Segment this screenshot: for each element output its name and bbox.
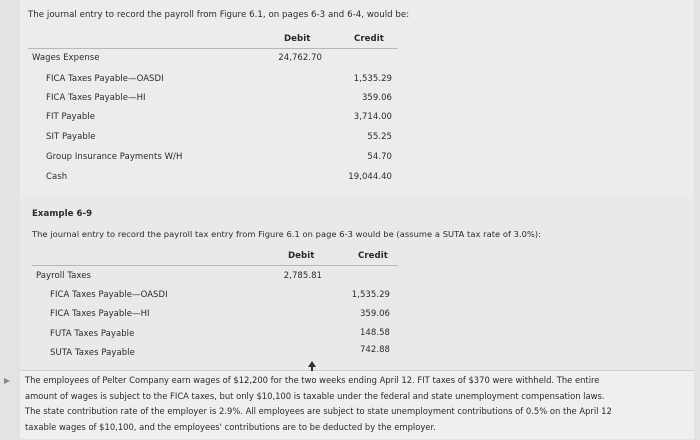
bullet-icon [4,378,10,384]
table1-credit: 359.06 [361,93,392,103]
table1-credit: 3,714.00 [353,112,392,122]
table2-account: FICA Taxes Payable—OASDI [50,290,168,300]
table1-account: SIT Payable [46,132,96,142]
table1-account: FICA Taxes Payable—HI [46,93,146,103]
table1-account: FIT Payable [46,112,96,122]
intro-text: The journal entry to record the payroll from Figure 6.1, on pages 6-3 and 6-4, would be: [28,10,410,20]
table1-credit: 54.70 [367,152,392,162]
cursor-arrow-icon [308,361,316,371]
table1-header-rule [28,48,398,49]
table2-account: FUTA Taxes Payable [50,329,135,339]
problem-line: The state contribution rate of the employer is 2.9%. All employees are subject to state unemployment contributions of 0.5% on the April 12 [25,406,612,417]
table2-header-rule [32,265,398,266]
example-title: Example 6-9 [32,209,93,219]
example-text: The journal entry to record the payroll tax entry from Figure 6.1 on page 6-3 would be (assume a SUTA tax rate of 3.0%): [32,229,542,239]
table2-credit: 359.06 [359,309,390,319]
table1-credit: 19,044.40 [348,172,392,182]
table2-debit: 2,785.81 [283,271,322,281]
table1-credit-header: Credit [354,34,384,44]
table1-account: Cash [46,172,68,182]
table1-credit: 55.25 [367,132,392,142]
table2-account: Payroll Taxes [36,271,91,281]
table2-credit: 1,535.29 [351,290,390,300]
problem-paragraph [25,373,675,435]
table1-debit: 24,762.70 [278,53,322,63]
table2-credit: 742.88 [359,345,390,355]
table2-account: SUTA Taxes Payable [50,348,135,358]
table1-account: FICA Taxes Payable—OASDI [46,74,164,84]
table2-account: FICA Taxes Payable—HI [50,309,150,319]
table2-debit-header: Debit [288,251,315,261]
table2-credit: 148.58 [359,328,390,338]
left-bracket-icon [0,138,6,172]
table2-credit-header: Credit [358,251,388,261]
table1-account: Wages Expense [32,53,100,63]
problem-line: taxable wages of $10,100, and the employees' contributions are to be deducted by the employer. [25,421,436,432]
table1-debit-header: Debit [284,34,311,44]
problem-line: The employees of Pelter Company earn wages of $12,200 for the two weeks ending April 12. FIT taxes of $370 were withheld. The entire [25,375,600,385]
table1-account: Group Insurance Payments W/H [46,152,183,162]
problem-line: amount of wages is subject to the FICA taxes, but only $10,100 is taxable under the federal and state unemployment compensation laws. [25,390,605,401]
table1-credit: 1,535.29 [353,74,392,84]
